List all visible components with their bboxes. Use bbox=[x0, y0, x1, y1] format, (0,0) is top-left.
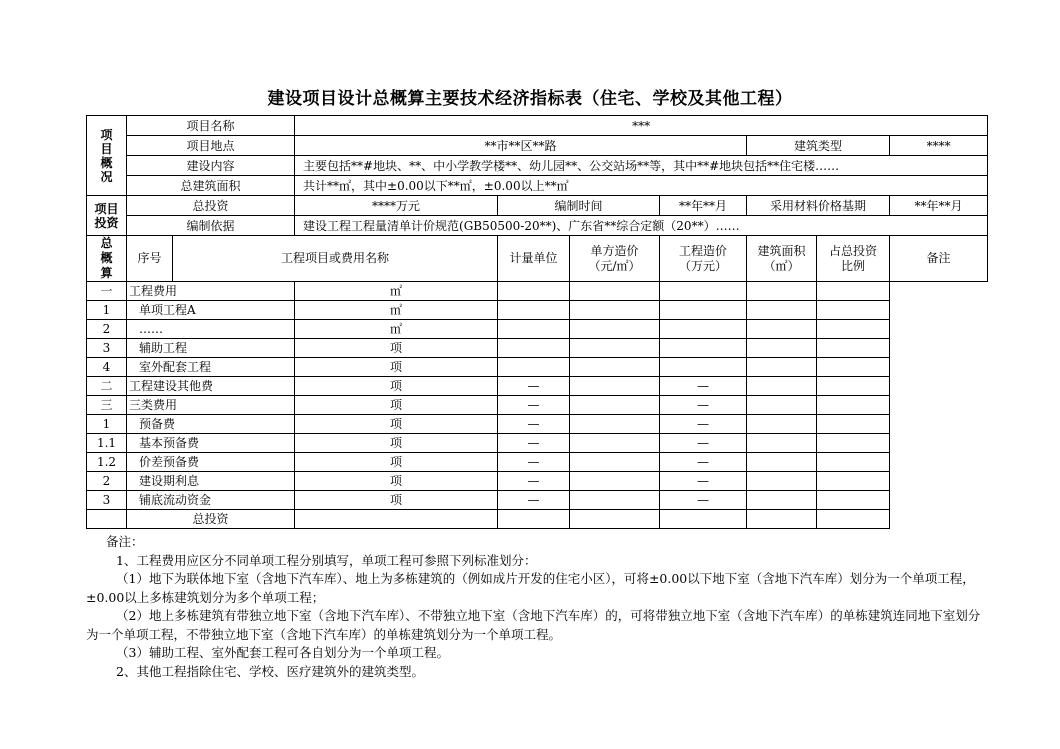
row-name: 辅助工程 bbox=[127, 339, 295, 358]
row-cost bbox=[570, 434, 660, 453]
row-no: 1.1 bbox=[87, 434, 127, 453]
row-unit-price bbox=[498, 358, 570, 377]
row-ratio bbox=[747, 491, 817, 510]
row-unit: 项 bbox=[295, 453, 498, 472]
row-unit: ㎡ bbox=[295, 282, 498, 301]
notes-title: 备注： bbox=[106, 534, 144, 549]
table-row bbox=[87, 301, 988, 320]
total-row-label: 总投资 bbox=[127, 510, 295, 529]
row-unit-price: — bbox=[498, 377, 570, 396]
row-remarks bbox=[817, 282, 890, 301]
row-area: — bbox=[660, 396, 747, 415]
row-unit-price: — bbox=[498, 472, 570, 491]
building-type-value: **** bbox=[890, 136, 988, 156]
row-remarks bbox=[817, 491, 890, 510]
row-unit-price: — bbox=[498, 415, 570, 434]
row-unit: 项 bbox=[295, 491, 498, 510]
construction-content-label: 建设内容 bbox=[127, 156, 295, 176]
price-base-label: 采用材料价格基期 bbox=[747, 196, 890, 216]
table-row bbox=[87, 339, 988, 358]
header-unit: 计量单位 bbox=[498, 236, 570, 282]
row-area: — bbox=[660, 434, 747, 453]
overview-section-text: 项目概况 bbox=[100, 127, 113, 184]
row-unit: 项 bbox=[295, 472, 498, 491]
header-name: 工程项目或费用名称 bbox=[173, 236, 498, 282]
row-unit-price bbox=[498, 339, 570, 358]
row-ratio bbox=[747, 415, 817, 434]
table-row bbox=[87, 491, 988, 510]
table-row bbox=[87, 320, 988, 339]
table-row bbox=[87, 377, 988, 396]
row-no: 3 bbox=[87, 339, 127, 358]
total-area-label: 总建筑面积 bbox=[127, 176, 295, 196]
row-unit-price bbox=[498, 301, 570, 320]
header-area-line1: 建筑面积 bbox=[757, 243, 806, 258]
note-1-2: （2）地上多栋建筑有带独立地下室（含地下汽车库）、不带独立地下室（含地下汽车库）的，可将带独立地下室（含地下汽车库）的单栋建筑连同地下室划分为一个单项工程，不带独立地下室（含地下汽车库）的单栋建筑划分为一个单项工程。 bbox=[86, 608, 981, 642]
total-row-cost bbox=[570, 510, 660, 529]
row-ratio bbox=[747, 377, 817, 396]
compile-time-label: 编制时间 bbox=[498, 196, 660, 216]
total-area-value: 共计**㎡，其中±0.00以下**㎡，±0.00以上**㎡ bbox=[295, 176, 988, 196]
row-unit-price: — bbox=[498, 491, 570, 510]
row-name: 建设期利息 bbox=[127, 472, 295, 491]
header-ratio-line2: 比例 bbox=[841, 258, 866, 273]
row-area bbox=[660, 320, 747, 339]
summary-section-label bbox=[87, 236, 127, 282]
total-investment-value: ****万元 bbox=[295, 196, 498, 216]
row-remarks bbox=[817, 396, 890, 415]
header-unit-price bbox=[570, 236, 660, 282]
row-unit: 项 bbox=[295, 415, 498, 434]
note-1-1: （1）地下为联体地下室（含地下汽车库）、地上为多栋建筑的（例如成片开发的住宅小区），可将±0.00以下地下室（含地下汽车库）划分为一个单项工程，±0.00以上多栋建筑划分为多个单项工程； bbox=[86, 571, 975, 605]
table-row bbox=[87, 358, 988, 377]
project-name-label: 项目名称 bbox=[127, 116, 295, 136]
project-location-value: **市**区**路 bbox=[295, 136, 747, 156]
row-unit: 项 bbox=[295, 339, 498, 358]
row-name: 工程费用 bbox=[127, 282, 295, 301]
row-remarks bbox=[817, 472, 890, 491]
row-no: 1 bbox=[87, 415, 127, 434]
row-cost bbox=[570, 453, 660, 472]
compile-basis-value: 建设工程工程量清单计价规范(GB50500-20**)、广东省**综合定额（20**）…… bbox=[295, 216, 988, 236]
row-remarks bbox=[817, 358, 890, 377]
table-row bbox=[87, 472, 988, 491]
row-cost bbox=[570, 491, 660, 510]
total-row-no bbox=[87, 510, 127, 529]
row-remarks bbox=[817, 377, 890, 396]
row-no: 1 bbox=[87, 301, 127, 320]
document-title: 建设项目设计总概算主要技术经济指标表（住宅、学校及其他工程） bbox=[267, 89, 793, 109]
row-cost bbox=[570, 415, 660, 434]
note-1: 1、工程费用应区分不同单项工程分别填写，单项工程可参照下列标准划分： bbox=[116, 552, 537, 568]
row-no: 1.2 bbox=[87, 453, 127, 472]
row-no: 3 bbox=[87, 491, 127, 510]
total-row-area bbox=[660, 510, 747, 529]
header-unit-price-line1: 单方造价 bbox=[590, 243, 639, 258]
row-no: 2 bbox=[87, 472, 127, 491]
table-row bbox=[87, 282, 988, 301]
row-ratio bbox=[747, 339, 817, 358]
header-cost-line2: （万元） bbox=[679, 258, 728, 273]
row-unit-price: — bbox=[498, 434, 570, 453]
row-no: 三 bbox=[87, 396, 127, 415]
row-cost bbox=[570, 339, 660, 358]
compile-basis-label: 编制依据 bbox=[127, 216, 295, 236]
construction-content-value: 主要包括**#地块、**、中小学教学楼**、幼儿园**、公交站场**等，其中**#地块包括**住宅楼…… bbox=[295, 156, 988, 176]
header-ratio-line1: 占总投资 bbox=[829, 243, 878, 258]
investment-section-text: 项目投资 bbox=[94, 201, 119, 230]
row-unit: ㎡ bbox=[295, 301, 498, 320]
row-area bbox=[660, 282, 747, 301]
project-location-label: 项目地点 bbox=[127, 136, 295, 156]
row-cost bbox=[570, 358, 660, 377]
row-no: 一 bbox=[87, 282, 127, 301]
row-area: — bbox=[660, 472, 747, 491]
table-row bbox=[87, 396, 988, 415]
table-row bbox=[87, 453, 988, 472]
overview-section-label bbox=[87, 116, 127, 196]
project-name-value: *** bbox=[295, 116, 988, 136]
row-name: …… bbox=[127, 320, 295, 339]
row-name: 基本预备费 bbox=[127, 434, 295, 453]
row-no: 2 bbox=[87, 320, 127, 339]
header-no: 序号 bbox=[127, 236, 173, 282]
row-unit: 项 bbox=[295, 377, 498, 396]
header-cost bbox=[660, 236, 747, 282]
row-ratio bbox=[747, 320, 817, 339]
row-name: 单项工程A bbox=[127, 301, 295, 320]
row-unit: 项 bbox=[295, 396, 498, 415]
note-2: 2、其他工程指除住宅、学校、医疗建筑外的建筑类型。 bbox=[116, 663, 424, 679]
row-no: 二 bbox=[87, 377, 127, 396]
row-area bbox=[660, 301, 747, 320]
row-remarks bbox=[817, 339, 890, 358]
table-row bbox=[87, 434, 988, 453]
total-row-remarks bbox=[817, 510, 890, 529]
row-ratio bbox=[747, 434, 817, 453]
table-row bbox=[87, 415, 988, 434]
row-no: 4 bbox=[87, 358, 127, 377]
row-name: 工程建设其他费 bbox=[127, 377, 295, 396]
row-name: 三类费用 bbox=[127, 396, 295, 415]
price-base-value: **年**月 bbox=[890, 196, 988, 216]
row-unit-price: — bbox=[498, 453, 570, 472]
header-ratio bbox=[817, 236, 890, 282]
row-remarks bbox=[817, 434, 890, 453]
header-cost-line1: 工程造价 bbox=[679, 243, 728, 258]
row-area bbox=[660, 339, 747, 358]
row-name: 预备费 bbox=[127, 415, 295, 434]
row-ratio bbox=[747, 301, 817, 320]
row-name: 室外配套工程 bbox=[127, 358, 295, 377]
row-ratio bbox=[747, 472, 817, 491]
row-unit-price: — bbox=[498, 396, 570, 415]
row-area: — bbox=[660, 491, 747, 510]
row-area bbox=[660, 358, 747, 377]
total-row-unit-price bbox=[498, 510, 570, 529]
row-remarks bbox=[817, 301, 890, 320]
total-row-ratio bbox=[747, 510, 817, 529]
compile-time-value: **年**月 bbox=[660, 196, 747, 216]
row-cost bbox=[570, 320, 660, 339]
row-cost bbox=[570, 282, 660, 301]
header-remarks: 备注 bbox=[890, 236, 988, 282]
row-unit: 项 bbox=[295, 358, 498, 377]
header-area-line2: （㎡） bbox=[763, 258, 800, 273]
row-unit-price bbox=[498, 320, 570, 339]
row-ratio bbox=[747, 358, 817, 377]
row-remarks bbox=[817, 415, 890, 434]
row-name: 铺底流动资金 bbox=[127, 491, 295, 510]
row-area: — bbox=[660, 415, 747, 434]
investment-section-label bbox=[87, 196, 127, 236]
row-unit: ㎡ bbox=[295, 320, 498, 339]
row-ratio bbox=[747, 282, 817, 301]
row-cost bbox=[570, 301, 660, 320]
row-ratio bbox=[747, 453, 817, 472]
row-ratio bbox=[747, 396, 817, 415]
header-area bbox=[747, 236, 817, 282]
building-type-label: 建筑类型 bbox=[747, 136, 890, 156]
row-remarks bbox=[817, 320, 890, 339]
notes-section bbox=[86, 533, 986, 681]
note-1-3: （3）辅助工程、室外配套工程可各自划分为一个单项工程。 bbox=[116, 645, 449, 660]
row-remarks bbox=[817, 453, 890, 472]
summary-section-text: 总概算 bbox=[100, 236, 113, 280]
indicator-table bbox=[86, 115, 988, 529]
row-area: — bbox=[660, 377, 747, 396]
total-row-unit bbox=[295, 510, 498, 529]
row-cost bbox=[570, 472, 660, 491]
row-unit-price bbox=[498, 282, 570, 301]
row-cost bbox=[570, 396, 660, 415]
row-area: — bbox=[660, 453, 747, 472]
row-unit: 项 bbox=[295, 434, 498, 453]
row-name: 价差预备费 bbox=[127, 453, 295, 472]
total-investment-label: 总投资 bbox=[127, 196, 295, 216]
header-unit-price-line2: （元/㎡） bbox=[588, 258, 641, 273]
row-cost bbox=[570, 377, 660, 396]
